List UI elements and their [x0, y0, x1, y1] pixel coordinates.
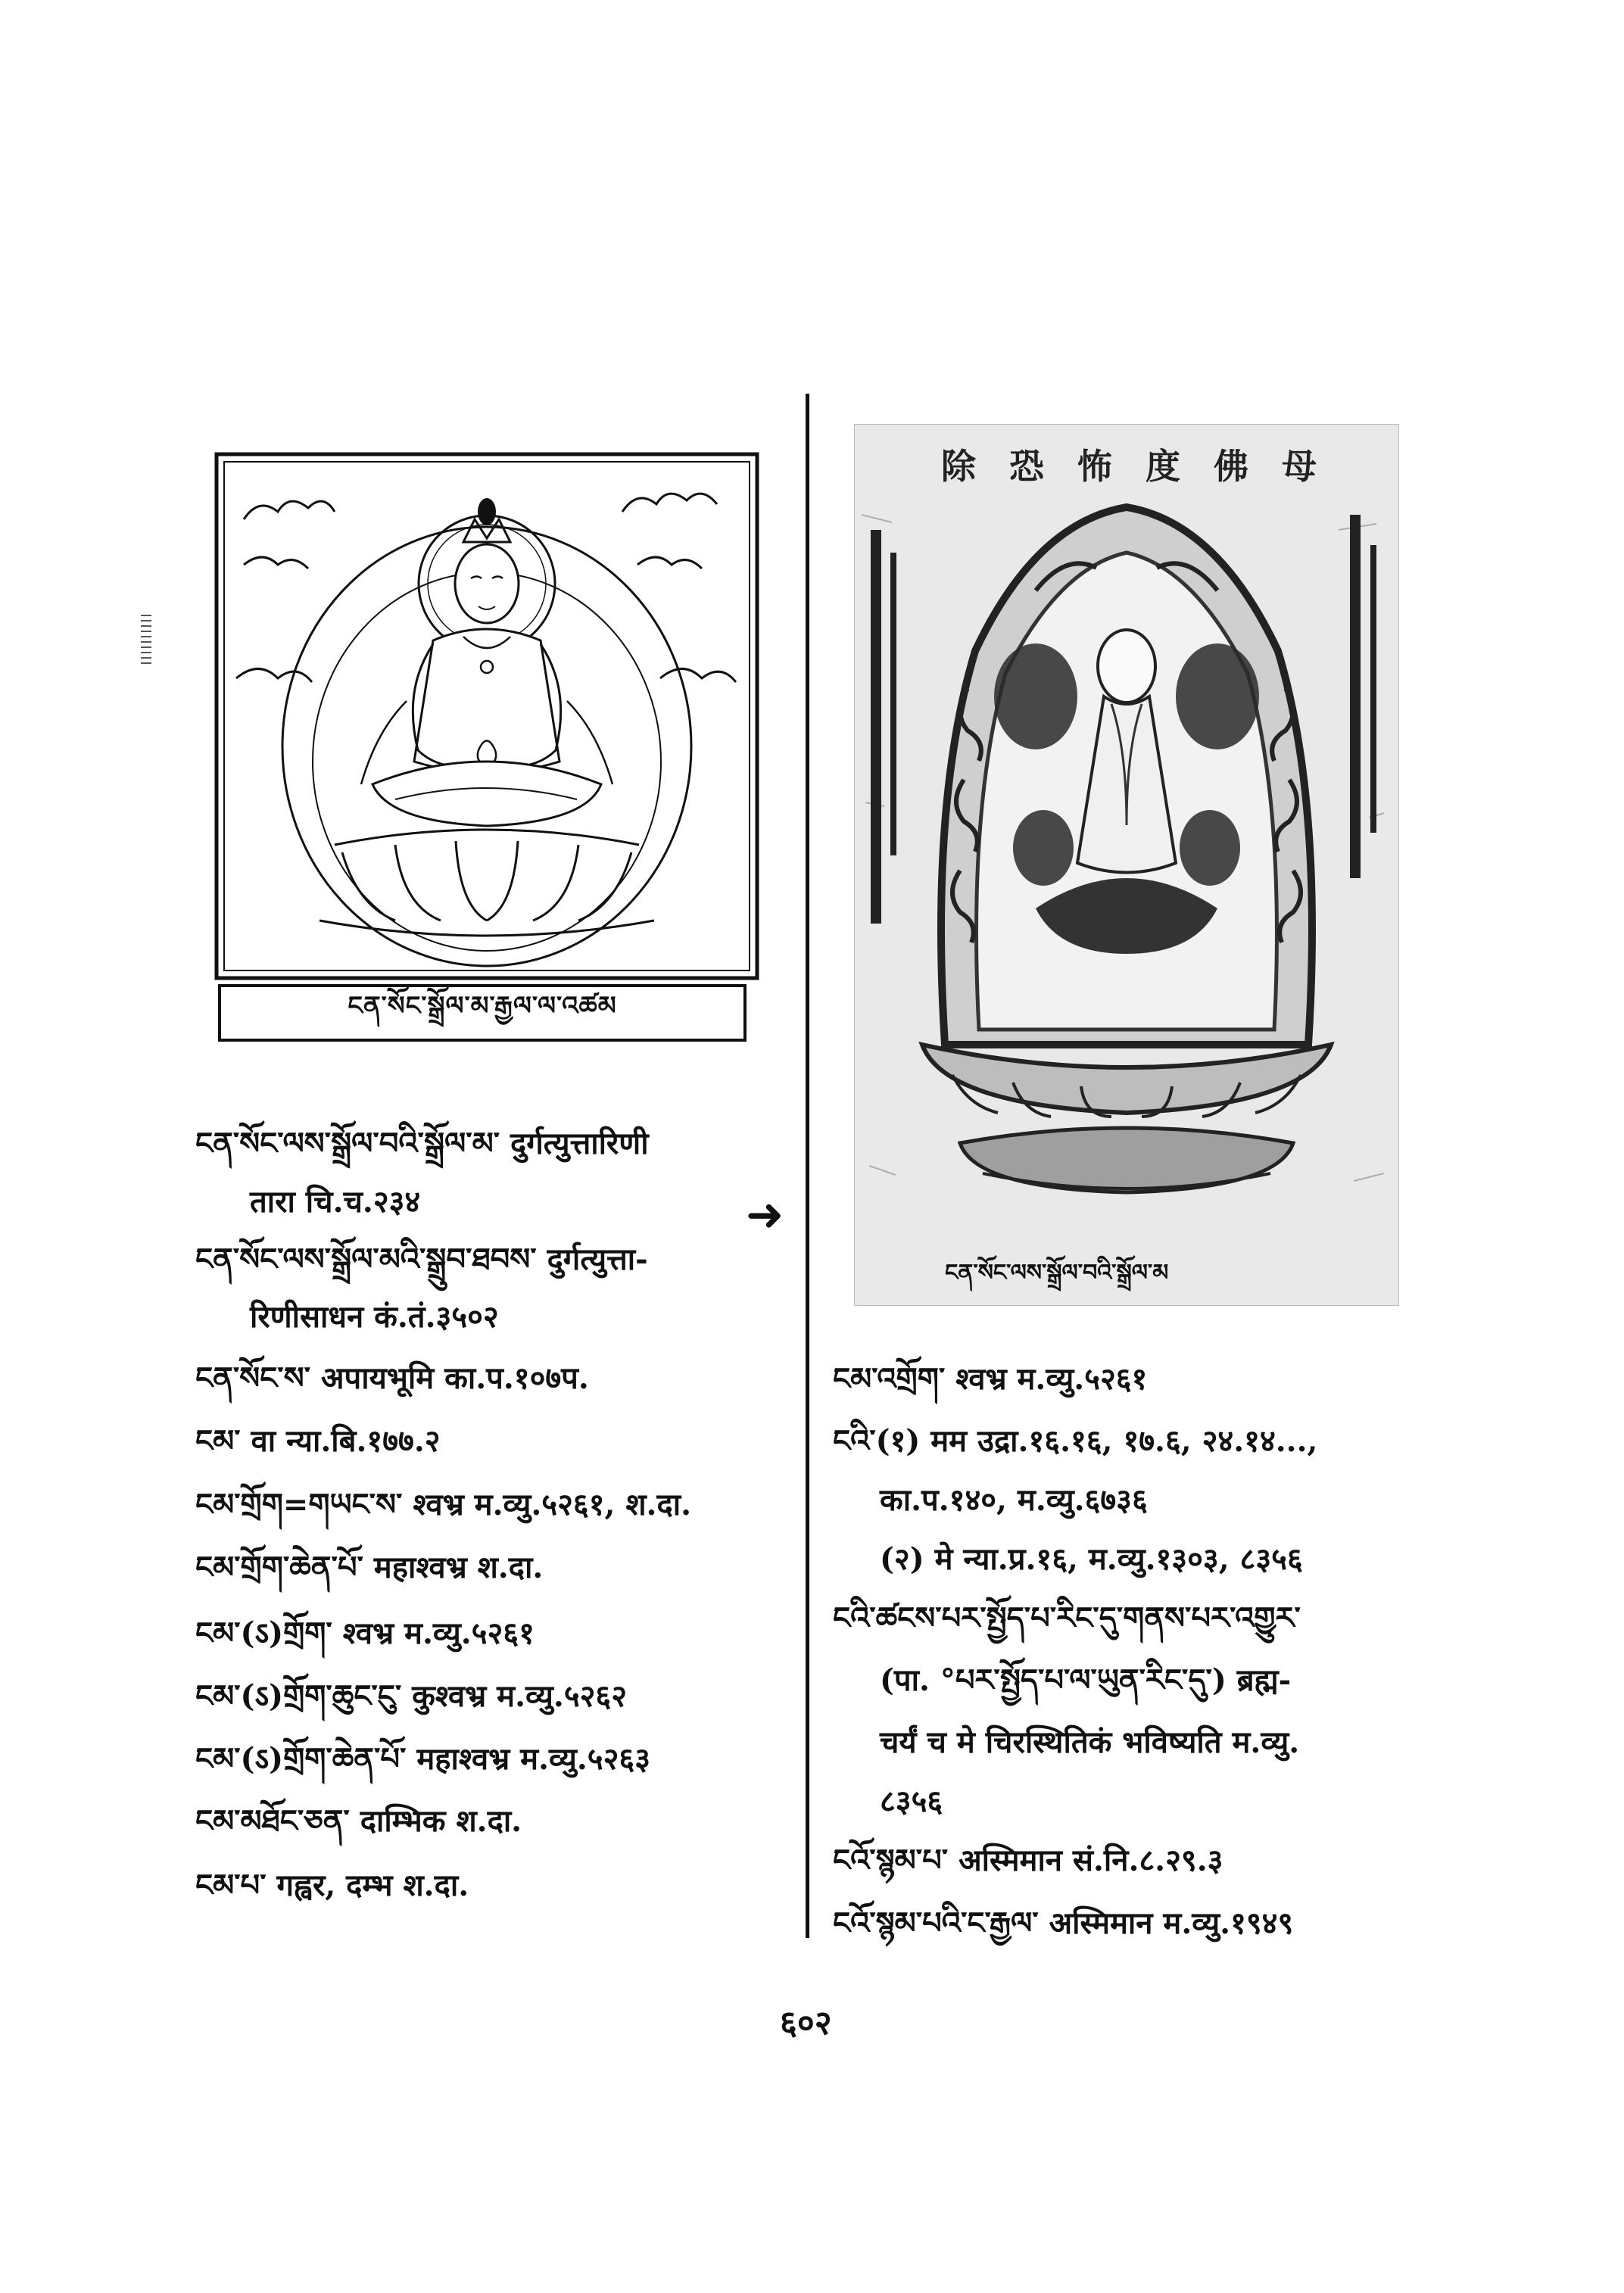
dictionary-entry: ངམ་(ऽ)གྲོག་ཆུང་ངུ་ कुश्वभ्र म.व्यु.५२६२ — [195, 1678, 628, 1714]
dictionary-entry: ངན་སོང་ས་ अपायभूमि का.प.१०७प. — [195, 1360, 589, 1396]
dictionary-entry: ངམ་(ऽ)གྲོག་ श्वभ्र म.व्यु.५२६१ — [195, 1615, 535, 1651]
dictionary-entry: ८३५६ — [880, 1784, 943, 1819]
print-banner: 除 恐 怖 度 佛 母 — [940, 446, 1328, 487]
right-illustration — [854, 424, 1399, 1306]
column-divider — [806, 394, 809, 1938]
woodblock-print — [854, 424, 1399, 1306]
print-footer: ངན་སོང་ལས་སྒྲོལ་བའི་སྒྲོལ་མ — [945, 1260, 1169, 1286]
dictionary-entry: (पा. °པར་སྤྱོད་པ་ལ་ཡུན་རིང་དུ་) ब्रह्म- — [880, 1662, 1292, 1698]
dictionary-entry: चर्यं च मे चिरस्थितिकं भविष्यति म.व्यु. — [880, 1724, 1300, 1760]
pointer-arrow: ➜ — [746, 1189, 784, 1242]
dictionary-entry: ངམ་མཐོང་ཅན་ दाम्भिक श.दा. — [195, 1803, 522, 1839]
dictionary-entry: (२) मे न्या.प्र.१६, म.व्यु.१३०३, ८३५६ — [880, 1541, 1303, 1577]
dictionary-entry: ངམ་གྲོག=གཡང་ས་ श्वभ्र म.व्यु.५२६१, श.दा. — [195, 1487, 692, 1522]
left-illustration — [214, 451, 760, 1057]
dictionary-entry: तारा चि.च.२३४ — [250, 1184, 421, 1220]
dictionary-entry: ངམ་གྲོག་ཆེན་པོ་ महाश्वभ्र श.दा. — [195, 1550, 544, 1585]
dictionary-entry: ངམ་པ་ गह्वर, दम्भ श.दा. — [195, 1868, 469, 1903]
dictionary-entry: ངའོ་སྙམ་པའི་ང་རྒྱལ་ अस्मिमान म.व्यु.१९४९ — [833, 1905, 1294, 1941]
dictionary-entry: रिणीसाधन कं.तं.३५०२ — [250, 1299, 499, 1335]
dictionary-entry: ངའི་(१) मम उद्रा.१६.१६, १७.६, २४.१४..., — [833, 1423, 1318, 1459]
dictionary-entry: ངའོ་སྙམ་པ་ अस्मिमान सं.नि.८.२९.३ — [833, 1843, 1223, 1878]
figure-caption: ངན་སོང་སྒྲོལ་མ་རྒྱལ་ལ་འཚམ — [218, 984, 747, 1042]
page-number: ६०२ — [780, 2004, 832, 2042]
dictionary-entry: ངན་སོང་ལས་སྒྲོལ་མའི་སྒྲུབ་ཐབས་ दुर्गत्युत्ता- — [195, 1242, 648, 1277]
dictionary-entry: ངམ་འགྲོག་ श्वभ्र म.व्यु.५२६१ — [833, 1361, 1148, 1397]
deity-line-drawing — [214, 451, 760, 981]
dictionary-entry: ངམ་(ऽ)གྲོག་ཆེན་པོ་ महाश्वभ्र म.व्यु.५२६३ — [195, 1741, 650, 1777]
dictionary-entry: का.प.१४०, म.व्यु.६७३६ — [880, 1482, 1148, 1518]
dictionary-entry: ངན་སོང་ལས་སྒྲོལ་བའི་སྒྲོལ་མ་ दुर्गत्युत्तारिणी — [195, 1126, 649, 1161]
dictionary-entry: ངའི་ཚངས་པར་སྤྱོད་པ་རིང་དུ་གནས་པར་འགྱུར་ — [833, 1600, 1301, 1636]
dictionary-entry: ངམ་ वा न्या.बि.१७७.२ — [195, 1423, 441, 1459]
margin-marks — [141, 615, 151, 666]
